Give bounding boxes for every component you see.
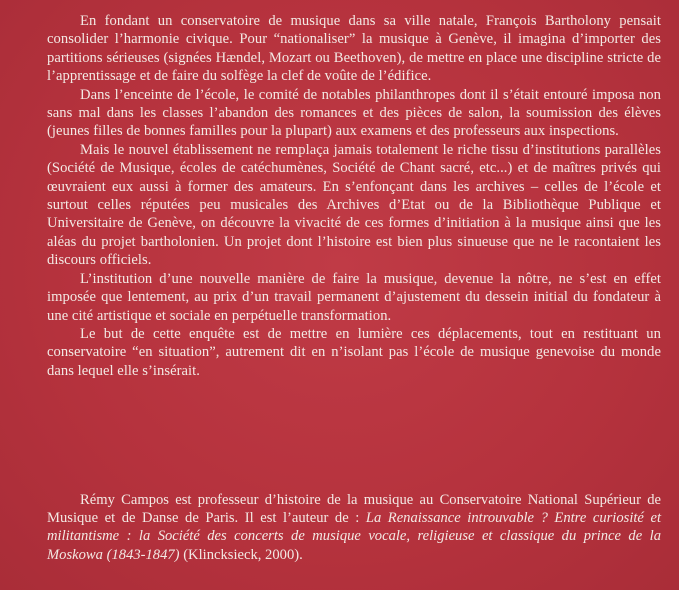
book-publisher: (Klincksieck, 2000). xyxy=(179,546,303,563)
paragraph-2: Dans l’enceinte de l’école, le comité de notables philanthropes dont il s’était entouré imposa non sans mal dans les classes l’abandon des romances et des pièces de salon, la soumission des élèves (jeunes filles de bonnes familles pour la plupart) aux examens et des professeurs aux inspections. xyxy=(47,86,661,140)
summary-text xyxy=(47,12,661,380)
paragraph-5: Le but de cette enquête est de mettre en lumière ces déplacements, tout en restituant un conservatoire “en situation”, autrement dit en n’isolant pas l’école de musique genevoise du monde dans lequel elle s’insérait. xyxy=(47,325,661,379)
author-bio xyxy=(47,491,661,564)
book-title: La Renaissance introuvable ? Entre curiosité et militantisme : la Société des concerts de musique vocale, religieuse et classique du prince de la Moskowa (1843-1847) xyxy=(47,510,661,563)
paragraph-4: L’institution d’une nouvelle manière de faire la musique, devenue la nôtre, ne s’est en effet imposée que lentement, au prix d’un travail permanent d’ajustement du dessein initial du fondateur à une cité artistique et sociale en perpétuelle transformation. xyxy=(47,270,661,324)
paragraph-1: En fondant un conservatoire de musique dans sa ville natale, François Bartholony pensait consolider l’harmonie civique. Pour “nationaliser” la musique à Genève, il imagina d’importer des partitions sérieuses (signées Hændel, Mozart ou Beethoven), de mettre en place une discipline stricte de l’apprentissage et de faire du solfège la clef de voûte de l’édifice. xyxy=(47,13,661,85)
paragraph-3: Mais le nouvel établissement ne remplaça jamais totalement le riche tissu d’institutions parallèles (Société de Musique, écoles de catéchumènes, Société de Chant sacré, etc...) et de maîtres privés qui œuvraient eux aussi à former des amateurs. En s’enfonçant dans les archives – celles de l’école et surtout celles réputées peu musicales des Archives d’Etat ou de la Bibliothèque Publique et Universitaire de Genève, on découvre la vivacité de ces formes d’initiation à la musique ainsi que les aléas du projet bartholonien. Un projet dont l’histoire est bien plus sinueuse que ne le racontaient les discours officiels. xyxy=(47,141,661,269)
author-bio-intro: Rémy Campos est professeur d’histoire de la musique au Conservatoire National Supérieur de Musique et de Danse de Paris. Il est l’auteur de : xyxy=(47,492,661,527)
